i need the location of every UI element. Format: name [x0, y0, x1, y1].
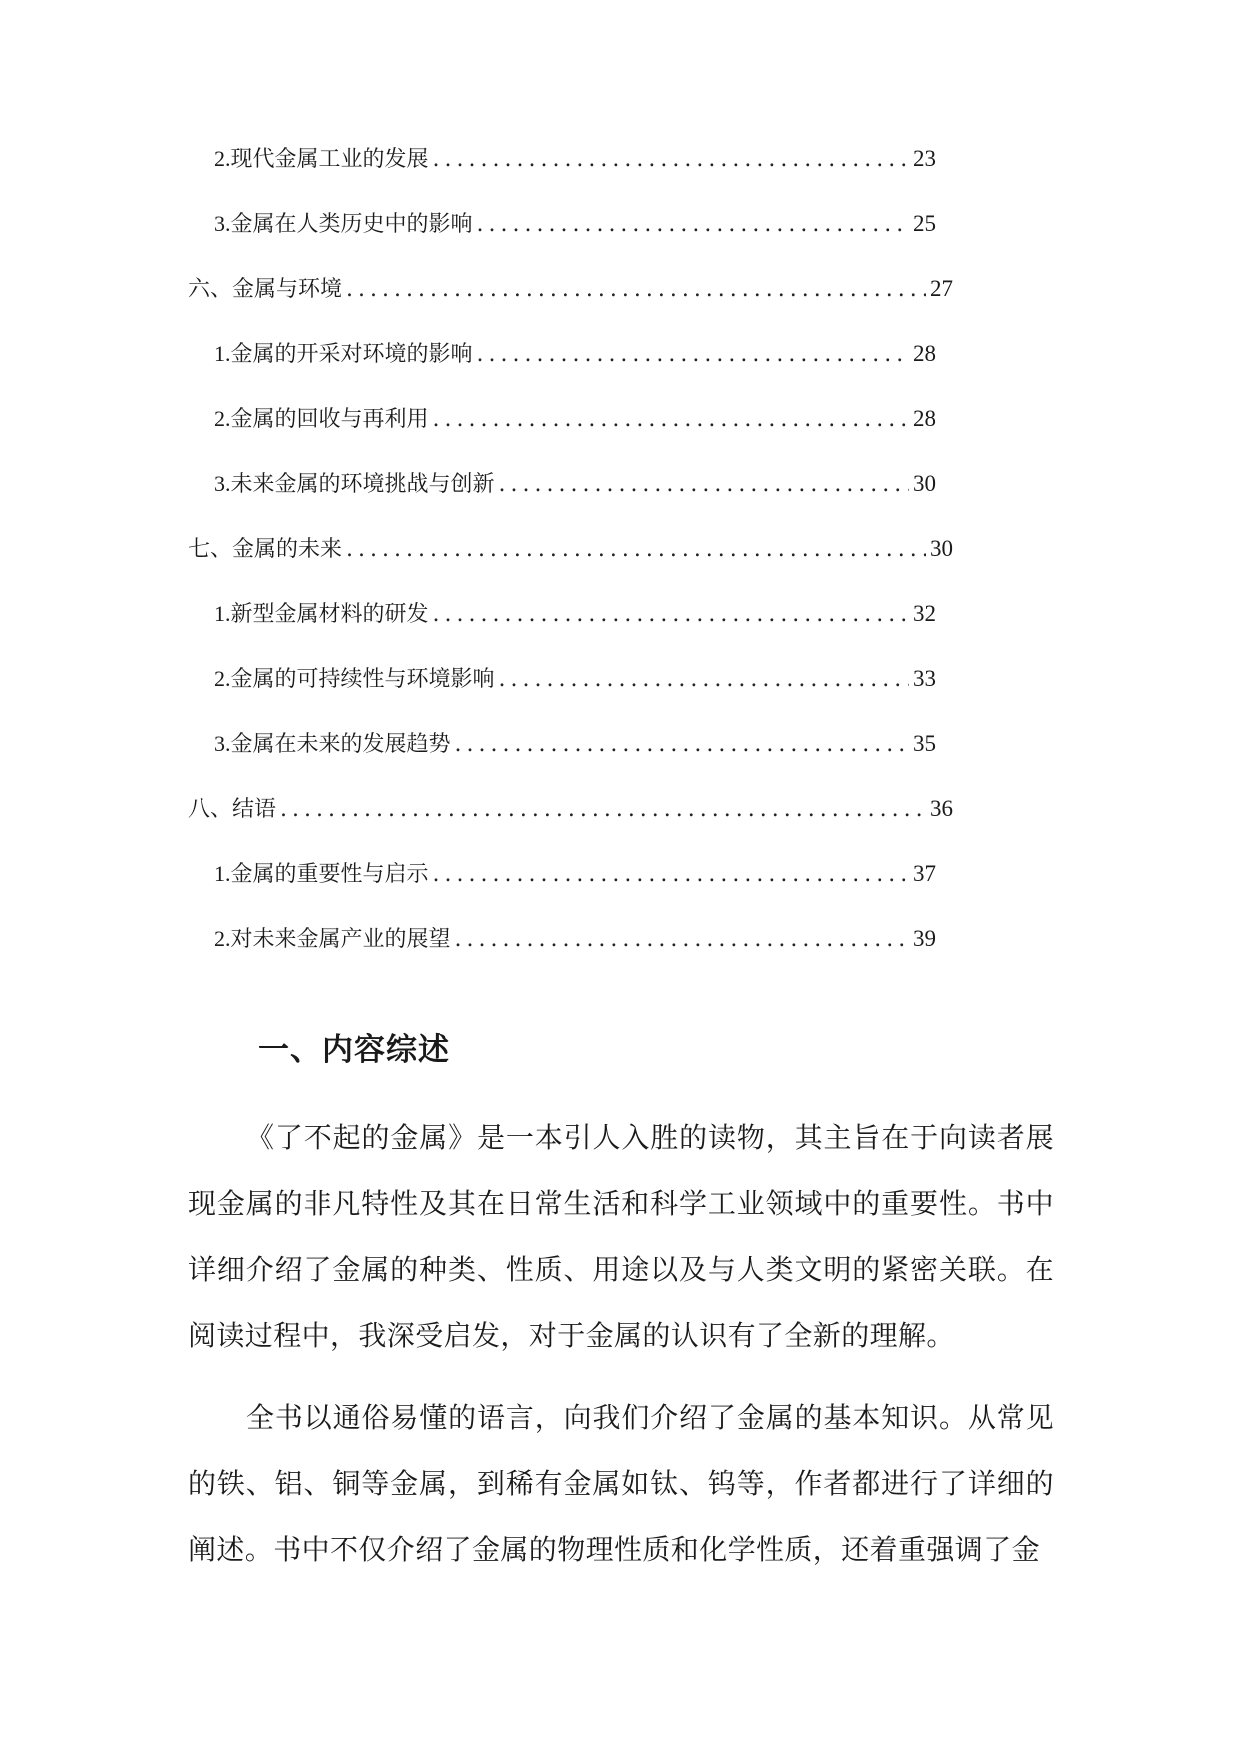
toc-entry-page: 25 — [913, 211, 936, 236]
toc-entry-number: 1. — [214, 601, 231, 626]
toc-entry-page: 28 — [913, 341, 936, 366]
toc-chapter-entry[interactable] — [188, 532, 953, 597]
toc-entry-number: 2. — [214, 926, 231, 951]
toc-dot-leader — [433, 143, 909, 177]
toc-entry-number: 3. — [214, 211, 231, 236]
toc-dot-leader — [280, 793, 926, 827]
toc-dot-leader — [455, 728, 909, 762]
toc-entry-number: 2. — [214, 666, 231, 691]
toc-entry-page: 35 — [913, 731, 936, 756]
toc-entry-number: 2. — [214, 146, 231, 171]
toc-entry[interactable] — [188, 597, 936, 662]
toc-entry-title: 金属的回收与再利用 — [230, 407, 429, 432]
toc-entry-page: 33 — [913, 666, 936, 691]
toc-entry-title: 金属在未来的发展趋势 — [230, 732, 451, 757]
toc-entry-page: 32 — [913, 601, 936, 626]
section-body — [188, 1105, 1054, 1583]
toc-entry[interactable] — [188, 467, 936, 532]
toc-entry-title: 新型金属材料的研发 — [230, 602, 429, 627]
toc-entry-number: 3. — [214, 731, 231, 756]
toc-entry-number: 1. — [214, 861, 231, 886]
toc-entry-page: 27 — [930, 276, 953, 301]
toc-entry-number: 1. — [214, 341, 231, 366]
toc-entry-page: 28 — [913, 406, 936, 431]
toc-entry-title: 金属的可持续性与环境影响 — [230, 667, 495, 692]
toc-chapter-entry[interactable] — [188, 272, 953, 337]
toc-entry[interactable] — [188, 207, 936, 272]
toc-entry[interactable] — [188, 337, 936, 402]
toc-dot-leader — [499, 468, 909, 502]
toc-dot-leader — [346, 533, 926, 567]
toc-entry-page: 39 — [913, 926, 936, 951]
toc-entry-title: 对未来金属产业的展望 — [230, 927, 451, 952]
toc-entry-title: 现代金属工业的发展 — [230, 147, 429, 172]
toc-entry-title: 金属的重要性与启示 — [230, 862, 429, 887]
toc-entry-page: 36 — [930, 796, 953, 821]
body-paragraph: 全书以通俗易懂的语言，向我们介绍了金属的基本知识。从常见的铁、铝、铜等金属，到稀有金属如钛、钨等，作者都进行了详细的阐述。书中不仅介绍了金属的物理性质和化学性质，还着重强调了金 — [188, 1401, 1054, 1566]
toc-dot-leader — [477, 338, 909, 372]
toc-entry-title: 金属的开采对环境的影响 — [230, 342, 473, 367]
toc-dot-leader — [433, 403, 909, 437]
toc-entry[interactable] — [188, 142, 936, 207]
body-paragraph: 《了不起的金属》是一本引人入胜的读物，其主旨在于向读者展现金属的非凡特性及其在日常生活和科学工业领域中的重要性。书中详细介绍了金属的种类、性质、用途以及与人类文明的紧密关联。在阅读过程中，我深受启发，对于金属的认识有了全新的理解。 — [188, 1121, 1054, 1352]
toc-entry-number: 2. — [214, 406, 231, 431]
toc-entry[interactable] — [188, 727, 936, 792]
toc-entry[interactable] — [188, 857, 936, 922]
toc-dot-leader — [346, 273, 926, 307]
toc-entry-title: 七、金属的未来 — [188, 537, 343, 562]
toc-entry[interactable] — [188, 922, 936, 987]
toc-dot-leader — [433, 858, 909, 892]
toc-entry-title: 六、金属与环境 — [188, 277, 343, 302]
section-heading: 一、内容综述 — [258, 1032, 450, 1068]
toc-dot-leader — [499, 663, 909, 697]
toc-dot-leader — [433, 598, 909, 632]
toc-entry-number: 3. — [214, 471, 231, 496]
toc-entry-page: 30 — [913, 471, 936, 496]
toc-entry-page: 23 — [913, 146, 936, 171]
toc-entry-page: 30 — [930, 536, 953, 561]
table-of-contents — [188, 142, 953, 987]
toc-entry-title: 金属在人类历史中的影响 — [230, 212, 473, 237]
toc-entry-title: 未来金属的环境挑战与创新 — [230, 472, 495, 497]
toc-entry-page: 37 — [913, 861, 936, 886]
toc-dot-leader — [455, 923, 909, 957]
toc-entry[interactable] — [188, 402, 936, 467]
toc-entry[interactable] — [188, 662, 936, 727]
toc-chapter-entry[interactable] — [188, 792, 953, 857]
toc-dot-leader — [477, 208, 909, 242]
toc-entry-title: 八、结语 — [188, 797, 277, 822]
